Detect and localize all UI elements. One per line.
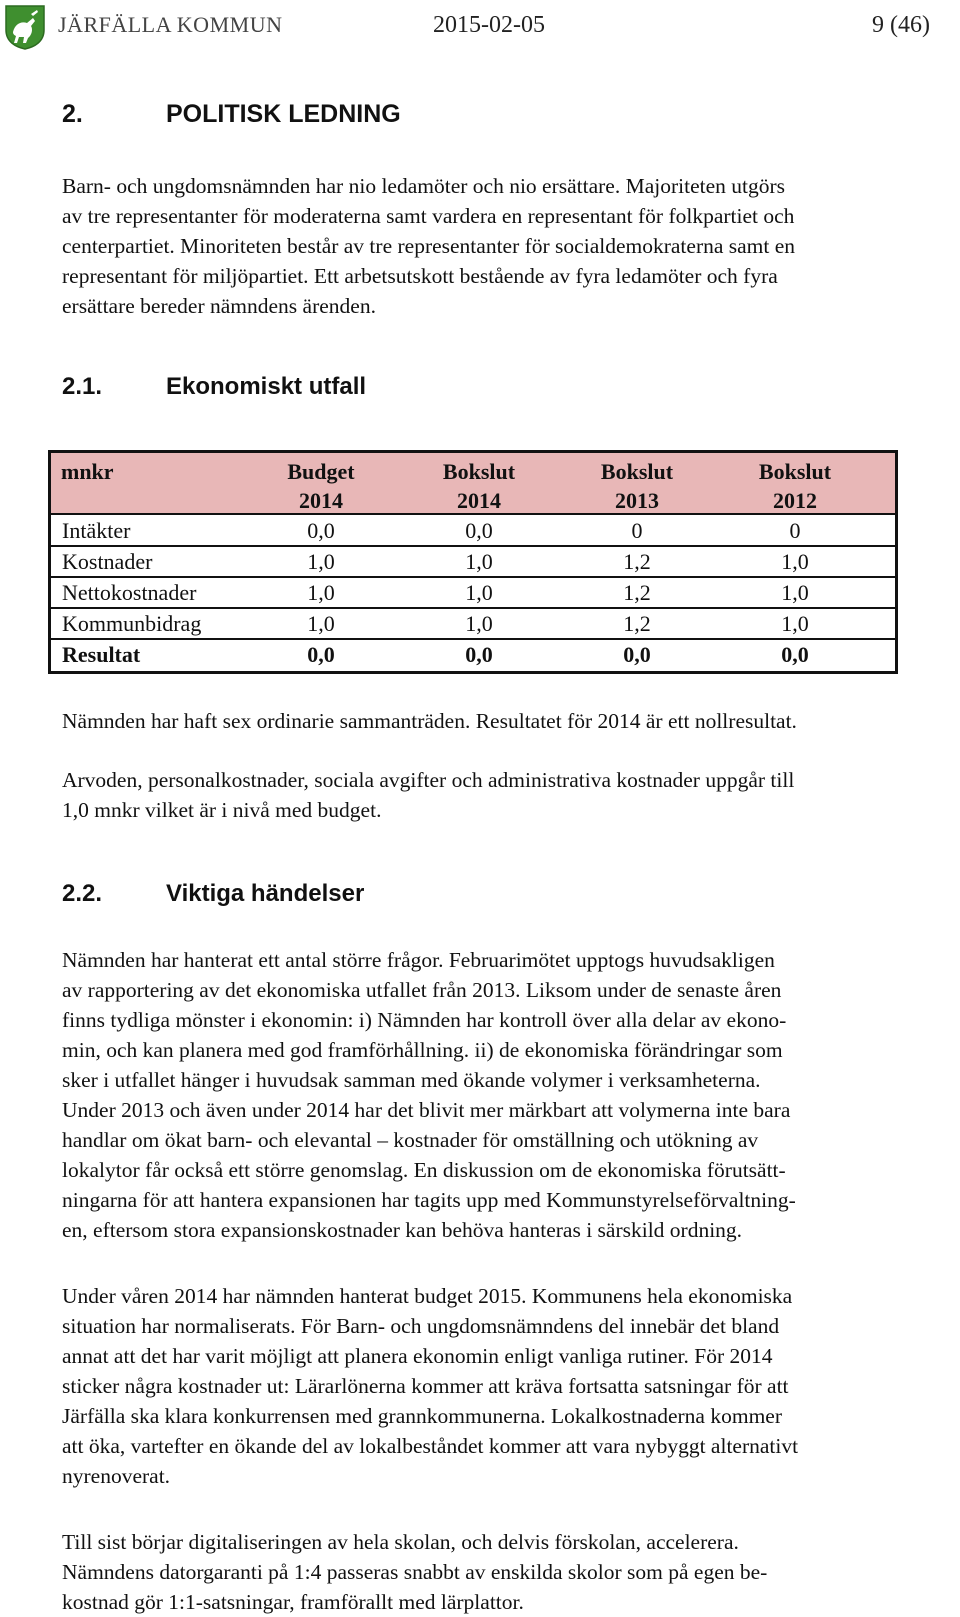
table-cell: 0 <box>789 518 801 543</box>
row-label: Kommunbidrag <box>62 611 202 636</box>
table-cell: 1,2 <box>623 580 651 605</box>
column-header <box>735 457 855 515</box>
document-date: 2015-02-05 <box>433 12 545 38</box>
text-line: en, eftersom stora expansionskostnader kan behöva hanteras i särskild ordning. <box>62 1218 743 1242</box>
table-cell: 0,0 <box>465 518 493 543</box>
column-header-line: 2013 <box>615 488 659 513</box>
table-cell: 1,0 <box>781 611 809 636</box>
text-line: Under 2013 och även under 2014 har det blivit mer märkbart att volymerna inte bara <box>62 1098 791 1122</box>
text-line: kostnad gör 1:1-satsningar, framförallt med lärplattor. <box>62 1590 524 1614</box>
page-header <box>0 0 960 54</box>
section-number: 2. <box>62 100 83 128</box>
text-line: centerpartiet. Minoriteten består av tre representanter för socialdemokraterna samt en <box>62 234 796 258</box>
text-line: sticker några kostnader ut: Lärarlönerna kommer att kräva fortsatta satsningar för att <box>62 1374 789 1398</box>
column-header <box>577 457 697 515</box>
column-header <box>261 457 381 515</box>
table-cell: 1,2 <box>623 549 651 574</box>
page-number: 9 (46) <box>872 12 930 38</box>
subsection-title: Viktiga händelser <box>166 880 365 907</box>
organization-name: JÄRFÄLLA KOMMUN <box>58 12 283 37</box>
digitalization-paragraph <box>62 1527 960 1617</box>
table-header-label: mnkr <box>61 459 114 484</box>
table-cell: 0,0 <box>781 642 809 667</box>
table-cell: 0,0 <box>623 642 651 667</box>
section-title: POLITISK LEDNING <box>166 100 401 128</box>
text-line: annat att det har varit möjligt att planera ekonomin enligt vanliga rutiner. För 2014 <box>62 1344 773 1368</box>
text-line: av tre representanter för moderaterna samt vardera en representant för folkpartiet och <box>62 204 795 228</box>
text-line: 1,0 mnkr vilket är i nivå med budget. <box>62 798 382 822</box>
intro-paragraph <box>62 171 960 321</box>
text-line: av rapportering av det ekonomiska utfallet från 2013. Liksom under de senaste åren <box>62 978 782 1002</box>
text-line: handlar om ökat barn- och elevantal – kostnader för omställning och utökning av <box>62 1128 759 1152</box>
text-line: lokalytor får också ett större genomslag. En diskussion om de ekonomiska förutsätt- <box>62 1158 786 1182</box>
subsection-number: 2.2. <box>62 880 103 907</box>
text-line: finns tydliga mönster i ekonomin: i) Nämnden har kontroll över alla delar av ekono- <box>62 1008 787 1032</box>
column-header <box>419 457 539 515</box>
text-line: Nämndens datorgaranti på 1:4 passeras snabbt av enskilda skolor som på egen be- <box>62 1560 768 1584</box>
column-header-line: Bokslut <box>600 459 674 484</box>
table-cell: 1,0 <box>781 580 809 605</box>
table-cell: 0,0 <box>307 642 335 667</box>
text-line: Nämnden har hanterat ett antal större frågor. Februarimötet upptogs huvudsakligen <box>62 948 775 972</box>
table-header-row <box>51 453 895 515</box>
column-header-line: Bokslut <box>442 459 516 484</box>
text-line: Till sist börjar digitaliseringen av hela skolan, och delvis förskolan, accelerera. <box>62 1530 739 1554</box>
table-cell: 1,0 <box>465 549 493 574</box>
column-header-line: Budget <box>287 459 355 484</box>
result-paragraph <box>62 706 960 736</box>
subsection-number: 2.1. <box>62 373 103 400</box>
text-line: ersättare bereder nämndens ärenden. <box>62 294 376 318</box>
table-row-total <box>51 639 895 669</box>
text-line: Nämnden har haft sex ordinarie sammanträden. Resultatet för 2014 är ett nollresultat. <box>62 709 797 733</box>
events-paragraph <box>62 945 960 1245</box>
table-cell: 1,2 <box>623 611 651 636</box>
text-line: Arvoden, personalkostnader, sociala avgifter och administrativa kostnader uppgår till <box>62 768 795 792</box>
table-row <box>51 515 895 547</box>
costs-paragraph <box>62 765 960 825</box>
column-header-line: 2014 <box>299 488 343 513</box>
text-line: situation har normaliserats. För Barn- och ungdomsnämndens del innebär det bland <box>62 1314 780 1338</box>
table-cell: 1,0 <box>465 580 493 605</box>
column-header-line: Bokslut <box>758 459 832 484</box>
text-line: representant för miljöpartiet. Ett arbetsutskott bestående av fyra ledamöter och fyra <box>62 264 778 288</box>
table-row <box>51 577 895 609</box>
row-label: Nettokostnader <box>62 580 197 605</box>
coat-of-arms-icon <box>4 4 46 50</box>
text-line: min, och kan planera med god framförhållning. ii) de ekonomiska förändringar som <box>62 1038 783 1062</box>
row-label: Intäkter <box>62 518 131 543</box>
column-header-line: 2014 <box>457 488 501 513</box>
table-cell: 0 <box>631 518 643 543</box>
financial-table <box>48 450 898 674</box>
text-line: sker i utfallet hänger i huvudsak samman med ökande volymer i verksamheterna. <box>62 1068 761 1092</box>
budget-paragraph <box>62 1281 960 1491</box>
table-cell: 1,0 <box>307 580 335 605</box>
text-line: Under våren 2014 har nämnden hanterat budget 2015. Kommunens hela ekonomiska <box>62 1284 793 1308</box>
row-label: Kostnader <box>62 549 153 574</box>
text-line: ningarna för att hantera expansionen har tagits upp med Kommunstyrelseförvaltning- <box>62 1188 796 1212</box>
table-cell: 1,0 <box>781 549 809 574</box>
text-line: nyrenoverat. <box>62 1464 171 1488</box>
column-header-line: 2012 <box>773 488 817 513</box>
table-cell: 1,0 <box>307 549 335 574</box>
table-cell: 1,0 <box>465 611 493 636</box>
subsection-title: Ekonomiskt utfall <box>166 373 367 400</box>
table-cell: 0,0 <box>307 518 335 543</box>
text-line: att öka, vartefter en ökande del av lokalbeståndet kommer att vara nybyggt alternativt <box>62 1434 799 1458</box>
text-line: Barn- och ungdomsnämnden har nio ledamöter och nio ersättare. Majoriteten utgörs <box>62 174 786 198</box>
table-cell: 0,0 <box>465 642 493 667</box>
table-row <box>51 546 895 578</box>
row-label: Resultat <box>62 642 141 667</box>
table-cell: 1,0 <box>307 611 335 636</box>
text-line: Järfälla ska klara konkurrensen med grannkommunerna. Lokalkostnaderna kommer <box>62 1404 782 1428</box>
table-row <box>51 608 895 640</box>
